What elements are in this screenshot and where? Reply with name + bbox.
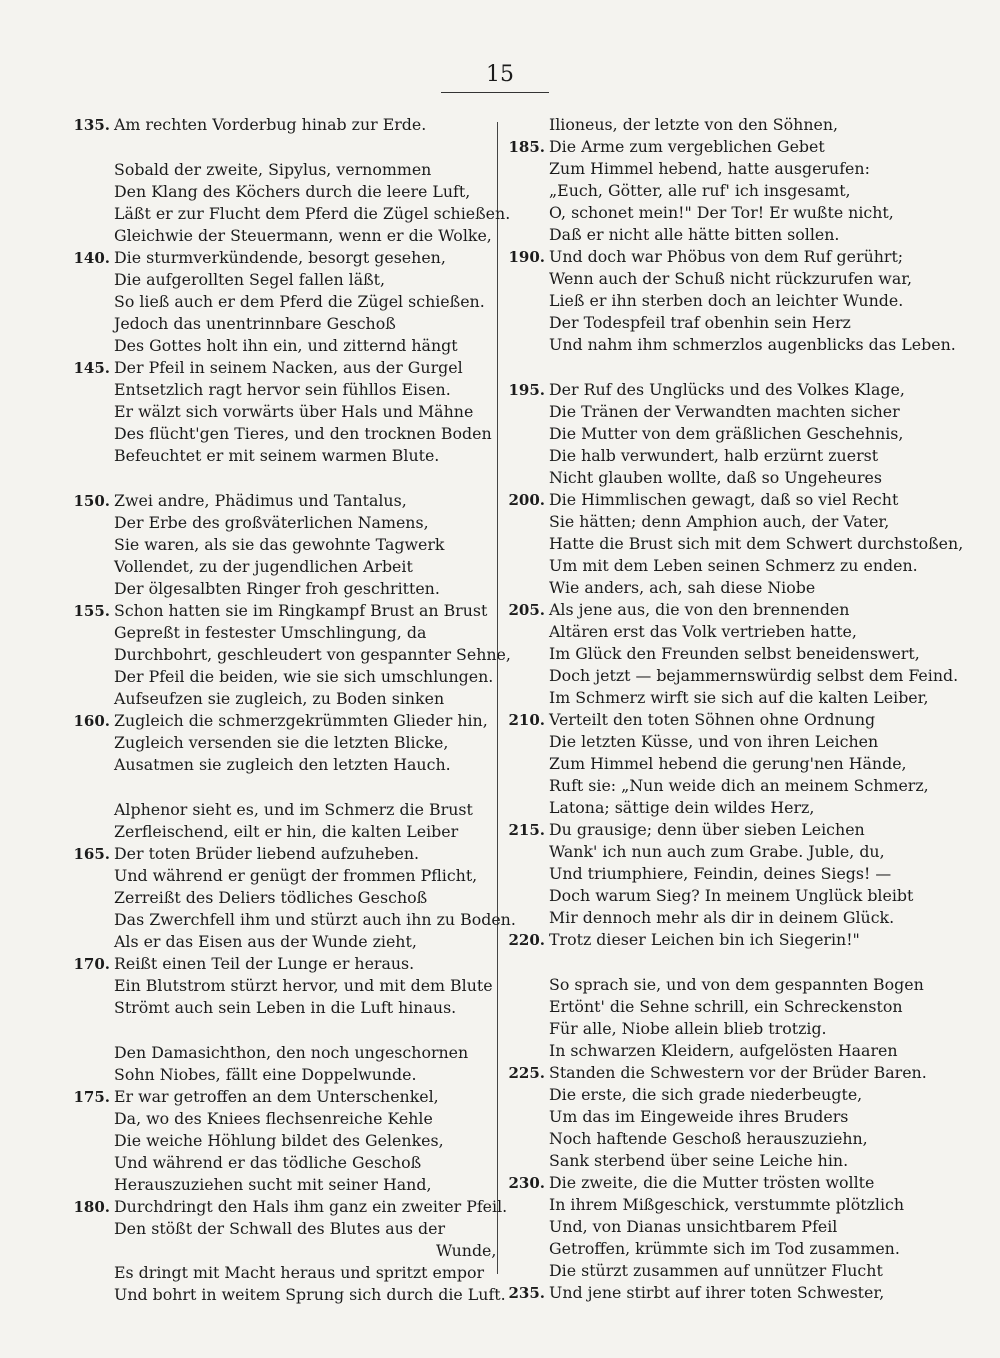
line-number: 225. <box>508 1064 545 1082</box>
verse-line <box>505 929 935 951</box>
verse-text: Die sturmverkündende, besorgt gesehen, <box>114 248 446 267</box>
verse-line <box>70 1240 500 1262</box>
verse-text: Der Ruf des Unglücks und des Volkes Klage, <box>549 380 905 399</box>
verse-line <box>505 334 956 356</box>
verse-line <box>505 643 935 665</box>
verse-text: Die aufgerollten Segel fallen läßt, <box>114 270 386 289</box>
verse-text: Reißt einen Teil der Lunge er heraus. <box>114 954 415 973</box>
line-number: 200. <box>508 491 545 509</box>
verse-text: Getroffen, krümmte sich im Tod zusammen. <box>549 1239 900 1258</box>
verse-text: In ihrem Mißgeschick, verstummte plötzlich <box>549 1195 905 1214</box>
verse-line <box>505 180 935 202</box>
verse-line <box>505 423 935 445</box>
verse-line <box>70 1152 500 1174</box>
verse-line <box>70 1196 508 1218</box>
verse-line <box>70 931 500 953</box>
stanza-gap <box>70 467 500 490</box>
verse-line <box>505 290 935 312</box>
verse-line <box>70 1130 500 1152</box>
verse-line <box>505 885 935 907</box>
line-number: 195. <box>508 381 545 399</box>
verse-text: So sprach sie, und von dem gespannten Bogen <box>549 975 924 994</box>
verse-text: Um mit dem Leben seinen Schmerz zu enden. <box>549 556 918 575</box>
verse-text: Doch warum Sieg? In meinem Unglück bleibt <box>549 886 914 905</box>
verse-text: Der Pfeil in seinem Nacken, aus der Gurgel <box>114 358 463 377</box>
verse-line <box>70 622 500 644</box>
line-number: 170. <box>73 955 110 973</box>
verse-line <box>505 996 935 1018</box>
verse-line <box>505 974 935 996</box>
verse-text: Es dringt mit Macht heraus und spritzt empor <box>114 1263 485 1282</box>
verse-line <box>70 909 516 931</box>
verse-line <box>70 1262 500 1284</box>
verse-line <box>70 291 500 313</box>
verse-line <box>70 975 500 997</box>
verse-text: Die stürzt zusammen auf unnützer Flucht <box>549 1261 883 1280</box>
verse-text: Zum Himmel hebend die gerung'nen Hände, <box>549 754 907 773</box>
verse-text: Vollendet, zu der jugendlichen Arbeit <box>114 557 413 576</box>
verse-text: Befeuchtet er mit seinem warmen Blute. <box>114 446 440 465</box>
verse-text: Ein Blutstrom stürzt hervor, und mit dem Blute <box>114 976 493 995</box>
verse-text: Den Klang des Köchers durch die leere Luft, <box>114 182 471 201</box>
verse-line <box>70 114 500 136</box>
verse-text: Die letzten Küsse, und von ihren Leichen <box>549 732 879 751</box>
verse-line <box>70 732 500 754</box>
verse-text: Die Tränen der Verwandten machten sicher <box>549 402 900 421</box>
line-number: 145. <box>73 359 110 377</box>
line-number: 165. <box>73 845 110 863</box>
verse-line <box>505 731 935 753</box>
verse-text: Er war getroffen an dem Unterschenkel, <box>114 1087 439 1106</box>
verse-text: Ruft sie: „Nun weide dich an meinem Schmerz, <box>549 776 929 795</box>
verse-line <box>505 1018 935 1040</box>
verse-text: Den stößt der Schwall des Blutes aus der <box>114 1219 446 1238</box>
verse-line <box>505 533 964 555</box>
verse-text: Durchbohrt, geschleudert von gespannter Sehne, <box>114 645 511 664</box>
verse-line <box>505 1238 935 1260</box>
verse-text: Standen die Schwestern vor der Brüder Baren. <box>549 1063 927 1082</box>
verse-line <box>70 401 500 423</box>
verse-text: Sie waren, als sie das gewohnte Tagwerk <box>114 535 445 554</box>
verse-line <box>70 445 500 467</box>
verse-line <box>70 181 500 203</box>
line-number: 155. <box>73 602 110 620</box>
line-number: 175. <box>73 1088 110 1106</box>
verse-line <box>70 1042 500 1064</box>
verse-text: Sohn Niobes, fällt eine Doppelwunde. <box>114 1065 417 1084</box>
verse-text: Strömt auch sein Leben in die Luft hinaus. <box>114 998 457 1017</box>
verse-text: Der ölgesalbten Ringer froh geschritten. <box>114 579 440 598</box>
verse-text: Mir dennoch mehr als dir in deinem Glück. <box>549 908 895 927</box>
verse-text: Und während er das tödliche Geschoß <box>114 1153 422 1172</box>
verse-text: Herauszuziehen sucht mit seiner Hand, <box>114 1175 432 1194</box>
verse-text: Der Todespfeil traf obenhin sein Herz <box>549 313 851 332</box>
verse-line <box>70 335 500 357</box>
line-number: 135. <box>73 116 110 134</box>
verse-text: Der toten Brüder liebend aufzuheben. <box>114 844 420 863</box>
verse-text: Und nahm ihm schmerzlos augenblicks das Leben. <box>549 335 956 354</box>
verse-text: Und doch war Phöbus von dem Ruf gerührt; <box>549 247 904 266</box>
verse-line <box>505 202 935 224</box>
verse-line <box>70 225 500 247</box>
line-number: 205. <box>508 601 545 619</box>
verse-text: Entsetzlich ragt hervor sein fühllos Eisen. <box>114 380 451 399</box>
verse-text: Und während er genügt der frommen Pflicht, <box>114 866 478 885</box>
verse-line <box>505 158 935 180</box>
stanza-gap <box>505 951 935 974</box>
line-number: 215. <box>508 821 545 839</box>
verse-text: Im Schmerz wirft sie sich auf die kalten Leiber, <box>549 688 929 707</box>
verse-text: Zerfleischend, eilt er hin, die kalten Leiber <box>114 822 459 841</box>
verse-text: Durchdringt den Hals ihm ganz ein zweiter Pfeil. <box>114 1197 508 1216</box>
verse-line <box>505 577 935 599</box>
verse-line <box>505 1040 935 1062</box>
verse-line <box>505 841 935 863</box>
verse-line <box>70 1086 500 1108</box>
verse-line <box>505 819 935 841</box>
stanza-gap <box>70 776 500 799</box>
verse-text: Nicht glauben wollte, daß so Ungeheures <box>549 468 882 487</box>
verse-text: Am rechten Vorderbug hinab zur Erde. <box>114 115 427 134</box>
verse-text: Verteilt den toten Söhnen ohne Ordnung <box>549 710 876 729</box>
verse-line <box>505 445 935 467</box>
verse-text: Das Zwerchfell ihm und stürzt auch ihn zu Boden. <box>114 910 516 929</box>
verse-text: Im Glück den Freunden selbst beneidenswert, <box>549 644 920 663</box>
verse-line <box>70 953 500 975</box>
verse-line <box>505 621 935 643</box>
verse-line <box>70 159 500 181</box>
verse-text: Des Gottes holt ihn ein, und zitternd hängt <box>114 336 458 355</box>
verse-line <box>505 489 935 511</box>
verse-line <box>505 665 959 687</box>
verse-line <box>505 401 935 423</box>
verse-text: Zum Himmel hebend, hatte ausgerufen: <box>549 159 870 178</box>
verse-text: Der Pfeil die beiden, wie sie sich umschlungen. <box>114 667 494 686</box>
verse-line <box>70 821 500 843</box>
verse-line <box>505 709 935 731</box>
verse-line <box>505 1172 935 1194</box>
verse-line <box>70 534 500 556</box>
verse-line <box>505 467 935 489</box>
line-number: 230. <box>508 1174 545 1192</box>
verse-text: Wank' ich nun auch zum Grabe. Juble, du, <box>549 842 885 861</box>
verse-line <box>70 799 500 821</box>
verse-line <box>70 313 500 335</box>
verse-text: Ließ er ihn sterben doch an leichter Wunde. <box>549 291 904 310</box>
verse-line <box>505 797 935 819</box>
verse-text: Noch haftende Geschoß herauszuziehn, <box>549 1129 868 1148</box>
verse-text: Latona; sättige dein wildes Herz, <box>549 798 815 817</box>
verse-line <box>505 1106 935 1128</box>
verse-text: Die weiche Höhlung bildet des Gelenkes, <box>114 1131 444 1150</box>
verse-text: Da, wo des Kniees flechsenreiche Kehle <box>114 1109 433 1128</box>
verse-line <box>70 556 500 578</box>
verse-line <box>505 136 935 158</box>
line-number: 185. <box>508 138 545 156</box>
verse-text: Der Erbe des großväterlichen Namens, <box>114 513 429 532</box>
verse-line <box>505 246 935 268</box>
verse-text: Als jene aus, die von den brennenden <box>549 600 850 619</box>
verse-text: „Euch, Götter, alle ruf' ich insgesamt, <box>549 181 851 200</box>
verse-text: Die Himmlischen gewagt, daß so viel Recht <box>549 490 899 509</box>
verse-line <box>505 1150 935 1172</box>
verse-text: Aufseufzen sie zugleich, zu Boden sinken <box>114 689 445 708</box>
verse-line <box>505 907 935 929</box>
verse-text: Altären erst das Volk vertrieben hatte, <box>549 622 857 641</box>
verse-line <box>505 753 935 775</box>
verse-line <box>505 268 935 290</box>
verse-text: Sie hätten; denn Amphion auch, der Vater, <box>549 512 890 531</box>
verse-line <box>505 511 935 533</box>
verse-line <box>505 1084 935 1106</box>
verse-text: Die erste, die sich grade niederbeugte, <box>549 1085 863 1104</box>
verse-line <box>70 865 500 887</box>
verse-text: Sobald der zweite, Sipylus, vernommen <box>114 160 432 179</box>
verse-line <box>70 512 500 534</box>
verse-text: So ließ auch er dem Pferd die Zügel schießen. <box>114 292 485 311</box>
verse-line <box>70 688 500 710</box>
line-number: 235. <box>508 1284 545 1302</box>
verse-text: Wunde, <box>436 1241 497 1260</box>
header-rule <box>441 92 549 93</box>
verse-text: Gepreßt in festester Umschlingung, da <box>114 623 427 642</box>
verse-line <box>505 114 935 136</box>
verse-line <box>70 578 500 600</box>
verse-text: In schwarzen Kleidern, aufgelösten Haaren <box>549 1041 898 1060</box>
verse-line <box>505 1062 935 1084</box>
line-number: 160. <box>73 712 110 730</box>
verse-line <box>70 600 500 622</box>
verse-text: Läßt er zur Flucht dem Pferd die Zügel schießen. <box>114 204 511 223</box>
verse-text: Für alle, Niobe allein blieb trotzig. <box>549 1019 827 1038</box>
verse-text: Und triumphiere, Feindin, deines Siegs! — <box>549 864 892 883</box>
verse-line <box>70 269 500 291</box>
verse-line <box>70 754 500 776</box>
verse-line <box>70 357 500 379</box>
verse-line <box>70 1284 506 1306</box>
verse-line <box>70 203 511 225</box>
verse-text: Die zweite, die die Mutter trösten wollte <box>549 1173 875 1192</box>
verse-line <box>505 599 935 621</box>
verse-line <box>505 224 935 246</box>
verse-text: Um das im Eingeweide ihres Bruders <box>549 1107 849 1126</box>
verse-text: Ausatmen sie zugleich den letzten Hauch. <box>114 755 451 774</box>
verse-line <box>70 887 500 909</box>
verse-line <box>70 490 500 512</box>
verse-text: O, schonet mein!" Der Tor! Er wußte nicht, <box>549 203 894 222</box>
verse-line <box>70 379 500 401</box>
verse-line <box>505 379 935 401</box>
verse-text: Wenn auch der Schuß nicht rückzurufen war, <box>549 269 913 288</box>
verse-line <box>70 1064 500 1086</box>
stanza-gap <box>505 356 935 379</box>
verse-line <box>70 666 500 688</box>
verse-line <box>505 1194 935 1216</box>
verse-text: Alphenor sieht es, und im Schmerz die Brust <box>114 800 473 819</box>
verse-text: Hatte die Brust sich mit dem Schwert durchstoßen, <box>549 534 964 553</box>
verse-text: Zwei andre, Phädimus und Tantalus, <box>114 491 407 510</box>
line-number: 210. <box>508 711 545 729</box>
verse-text: Als er das Eisen aus der Wunde zieht, <box>114 932 417 951</box>
verse-text: Du grausige; denn über sieben Leichen <box>549 820 865 839</box>
verse-text: Sank sterbend über seine Leiche hin. <box>549 1151 849 1170</box>
verse-line <box>505 1260 935 1282</box>
verse-line <box>70 423 500 445</box>
verse-text: Und bohrt in weitem Sprung sich durch die Luft. <box>114 1285 506 1304</box>
verse-text: Trotz dieser Leichen bin ich Siegerin!" <box>549 930 860 949</box>
verse-text: Doch jetzt — bejammernswürdig selbst dem Feind. <box>549 666 959 685</box>
left-column <box>70 114 516 1306</box>
line-number: 190. <box>508 248 545 266</box>
page-number: 15 <box>486 62 514 87</box>
verse-line <box>505 1216 935 1238</box>
verse-line <box>505 1282 935 1304</box>
stanza-gap <box>70 1019 500 1042</box>
verse-line <box>505 555 935 577</box>
verse-line <box>505 312 935 334</box>
verse-text: Er wälzt sich vorwärts über Hals und Mähne <box>114 402 474 421</box>
verse-line <box>70 843 500 865</box>
line-number: 150. <box>73 492 110 510</box>
verse-text: Gleichwie der Steuermann, wenn er die Wolke, <box>114 226 492 245</box>
right-column <box>505 114 964 1304</box>
verse-line <box>505 775 935 797</box>
verse-text: Des flücht'gen Tieres, und den trocknen Boden <box>114 424 492 443</box>
verse-line <box>70 997 500 1019</box>
verse-text: Die halb verwundert, halb erzürnt zuerst <box>549 446 879 465</box>
verse-text: Und jene stirbt auf ihrer toten Schwester, <box>549 1283 885 1302</box>
verse-text: Jedoch das unentrinnbare Geschoß <box>114 314 396 333</box>
verse-text: Ilioneus, der letzte von den Söhnen, <box>549 115 839 134</box>
line-number: 140. <box>73 249 110 267</box>
verse-text: Zugleich versenden sie die letzten Blicke, <box>114 733 449 752</box>
verse-line <box>70 710 500 732</box>
verse-text: Und, von Dianas unsichtbarem Pfeil <box>549 1217 838 1236</box>
verse-text: Den Damasichthon, den noch ungeschornen <box>114 1043 469 1062</box>
verse-text: Wie anders, ach, sah diese Niobe <box>549 578 816 597</box>
verse-text: Zugleich die schmerzgekrümmten Glieder hin, <box>114 711 488 730</box>
verse-line <box>70 1218 500 1240</box>
verse-line <box>70 1174 500 1196</box>
verse-line <box>505 863 935 885</box>
verse-text: Schon hatten sie im Ringkampf Brust an Brust <box>114 601 488 620</box>
stanza-gap <box>70 136 500 159</box>
verse-line <box>70 247 500 269</box>
verse-text: Ertönt' die Sehne schrill, ein Schreckenston <box>549 997 903 1016</box>
verse-line <box>505 687 935 709</box>
verse-text: Zerreißt des Deliers tödliches Geschoß <box>114 888 428 907</box>
line-number: 220. <box>508 931 545 949</box>
verse-text: Die Mutter von dem gräßlichen Geschehnis, <box>549 424 904 443</box>
verse-text: Daß er nicht alle hätte bitten sollen. <box>549 225 840 244</box>
verse-line <box>70 644 511 666</box>
line-number: 180. <box>73 1198 110 1216</box>
verse-line <box>505 1128 935 1150</box>
verse-text: Die Arme zum vergeblichen Gebet <box>549 137 825 156</box>
verse-line <box>70 1108 500 1130</box>
